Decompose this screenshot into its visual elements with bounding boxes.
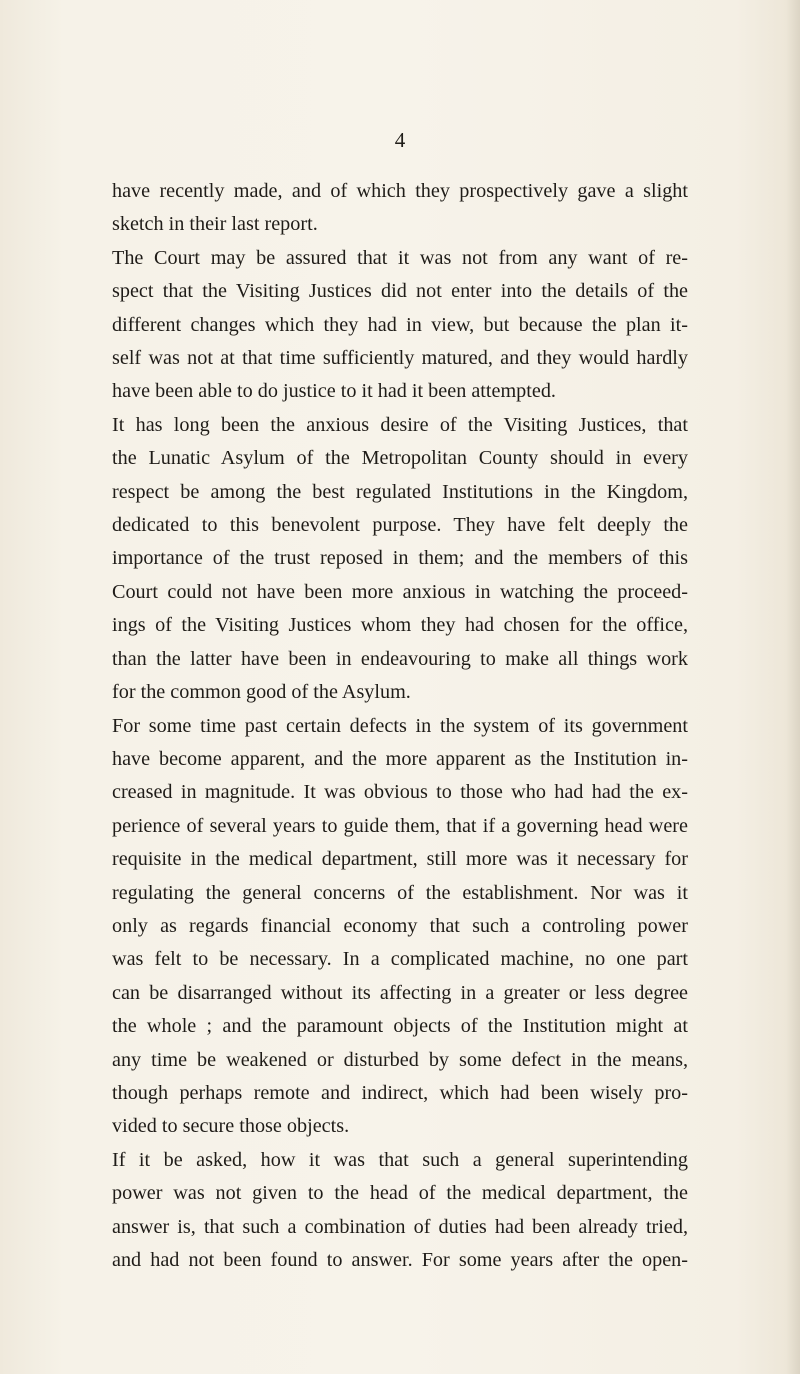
text-line: creased in magnitude. It was obvious to those who had had the ex- [112, 781, 688, 804]
text-line: the Lunatic Asylum of the Metropolitan County should in every [112, 447, 688, 470]
text-line: can be disarranged without its affecting in a greater or less degree [112, 981, 688, 1004]
text-line: spect that the Visiting Justices did not enter into the details of the [112, 280, 688, 303]
text-line: the whole ; and the paramount objects of the Institution might at [112, 1015, 688, 1038]
text-line: ings of the Visiting Justices whom they had chosen for the office, [112, 614, 688, 637]
text-line: have become apparent, and the more apparent as the Institution in- [112, 747, 688, 770]
text-line: answer is, that such a combination of duties had been already tried, [112, 1215, 688, 1238]
text-line: for the common good of the Asylum. [112, 681, 411, 704]
text-line: Court could not have been more anxious in watching the proceed- [112, 580, 688, 603]
text-line: importance of the trust reposed in them; and the members of this [112, 547, 688, 570]
text-line: It has long been the anxious desire of the Visiting Justices, that [112, 413, 688, 436]
text-line: vided to secure those objects. [112, 1115, 350, 1138]
body-text [112, 175, 688, 1277]
text-line: If it be asked, how it was that such a general superintending [112, 1148, 688, 1171]
text-line: have recently made, and of which they prospectively gave a slight [112, 180, 688, 202]
text-line: power was not given to the head of the medical department, the [112, 1182, 688, 1205]
text-line: regulating the general concerns of the establishment. Nor was it [112, 881, 688, 904]
text-line: The Court may be assured that it was not from any want of re- [112, 246, 688, 269]
text-line: have been able to do justice to it had it been attempted. [112, 380, 556, 403]
text-line: For some time past certain defects in the system of its government [112, 714, 688, 737]
text-line: requisite in the medical department, still more was it necessary for [112, 848, 688, 871]
text-line: perience of several years to guide them, that if a governing head were [112, 814, 688, 837]
text-line: than the latter have been in endeavouring to make all things work [112, 647, 688, 670]
text-line: dedicated to this benevolent purpose. They have felt deeply the [112, 514, 688, 537]
text-line: though perhaps remote and indirect, which had been wisely pro- [112, 1081, 688, 1104]
page-number: 4 [394, 128, 406, 152]
text-line: respect be among the best regulated Institutions in the Kingdom, [112, 480, 688, 503]
text-line: different changes which they had in view, but because the plan it- [112, 313, 688, 336]
text-line: only as regards financial economy that such a controling power [112, 914, 688, 937]
text-line: was felt to be necessary. In a complicated machine, no one part [112, 948, 688, 971]
text-line: self was not at that time sufficiently matured, and they would hardly [112, 347, 688, 370]
text-line: sketch in their last report. [112, 213, 318, 236]
text-line: any time be weakened or disturbed by some defect in the means, [112, 1048, 688, 1071]
text-line: and had not been found to answer. For some years after the open- [112, 1249, 688, 1271]
